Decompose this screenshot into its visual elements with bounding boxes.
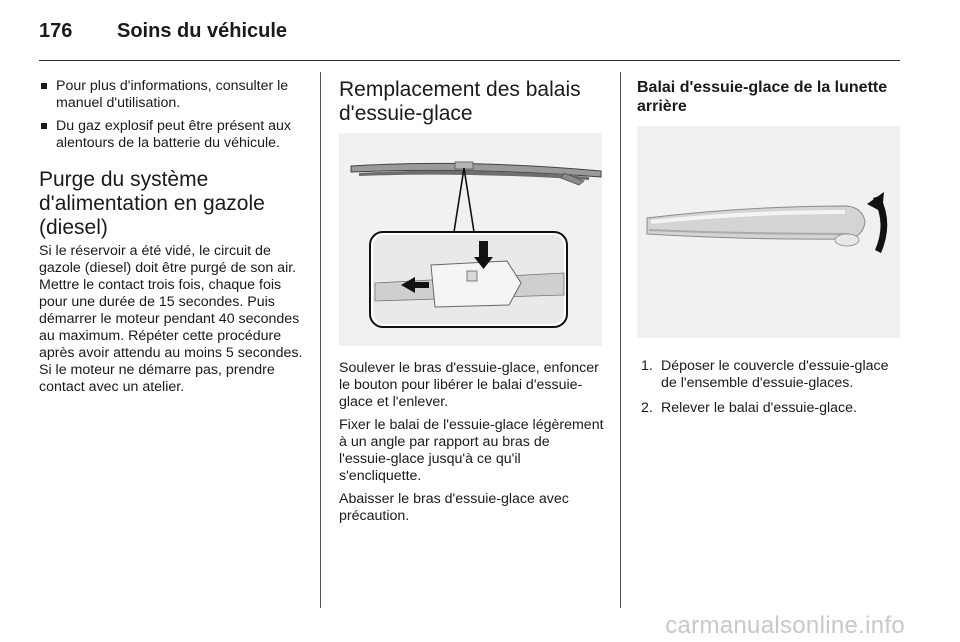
section-paragraph: Soulever le bras d'essuie-glace, enfoncer le bouton pour libérer le balai d'essuie-glace et l'enlever. (339, 360, 599, 410)
section-heading: Remplacement des balais d'essuie-glace (339, 78, 581, 125)
steps-list (637, 358, 903, 417)
bullet-item (39, 118, 305, 152)
header-rule (39, 60, 900, 61)
column-divider (320, 72, 321, 608)
step-number: 2. (641, 400, 653, 416)
bullet-text: Pour plus d'informations, consulter le manuel d'utilisation. (56, 78, 289, 111)
column-divider (620, 72, 621, 608)
bullet-list (39, 78, 305, 152)
column-1 (39, 78, 305, 402)
section-heading: Purge du système d'alimentation en gazole (diesel) (39, 168, 265, 239)
rear-wiper-figure (637, 126, 900, 338)
wiper-blade-illustration (339, 133, 602, 346)
section-paragraph: Fixer le balai de l'essuie-glace légèrement à un angle par rapport au bras de l'essuie-glace jusqu'à ce qu'il s'encliquette. (339, 417, 604, 484)
section-paragraph: Si le réservoir a été vidé, le circuit de gazole (diesel) doit être purgé de son air. Mettre le contact trois fois, chaque fois pour une durée de 15 secondes. Puis démarrer le moteur pendant 40 secondes au maximum. Répéter cette procédure après avoir attendu au moins 5 secondes. Si le moteur ne démarre pas, prendre contact avec un atelier. (39, 243, 303, 395)
page-number: 176 (39, 20, 73, 42)
column-3 (637, 78, 903, 425)
section-heading: Balai d'essuie-glace de la lunette arrière (637, 79, 888, 115)
step-text: Relever le balai d'essuie-glace. (661, 400, 857, 416)
watermark: carmanualsonline.info (665, 612, 905, 639)
step-item (637, 400, 903, 417)
step-text: Déposer le couvercle d'essuie-glace de l'ensemble d'essuie-glaces. (661, 358, 889, 391)
step-number: 1. (641, 358, 653, 374)
square-bullet-icon (41, 83, 47, 89)
step-item (637, 358, 903, 392)
square-bullet-icon (41, 123, 47, 129)
column-2 (339, 78, 605, 531)
chapter-title: Soins du véhicule (117, 20, 288, 42)
bullet-item (39, 78, 305, 112)
wiper-blade-figure (339, 133, 602, 346)
section-paragraph: Abaisser le bras d'essuie-glace avec précaution. (339, 491, 569, 524)
bullet-text: Du gaz explosif peut être présent aux alentours de la batterie du véhicule. (56, 118, 292, 151)
rear-wiper-illustration (637, 126, 900, 338)
